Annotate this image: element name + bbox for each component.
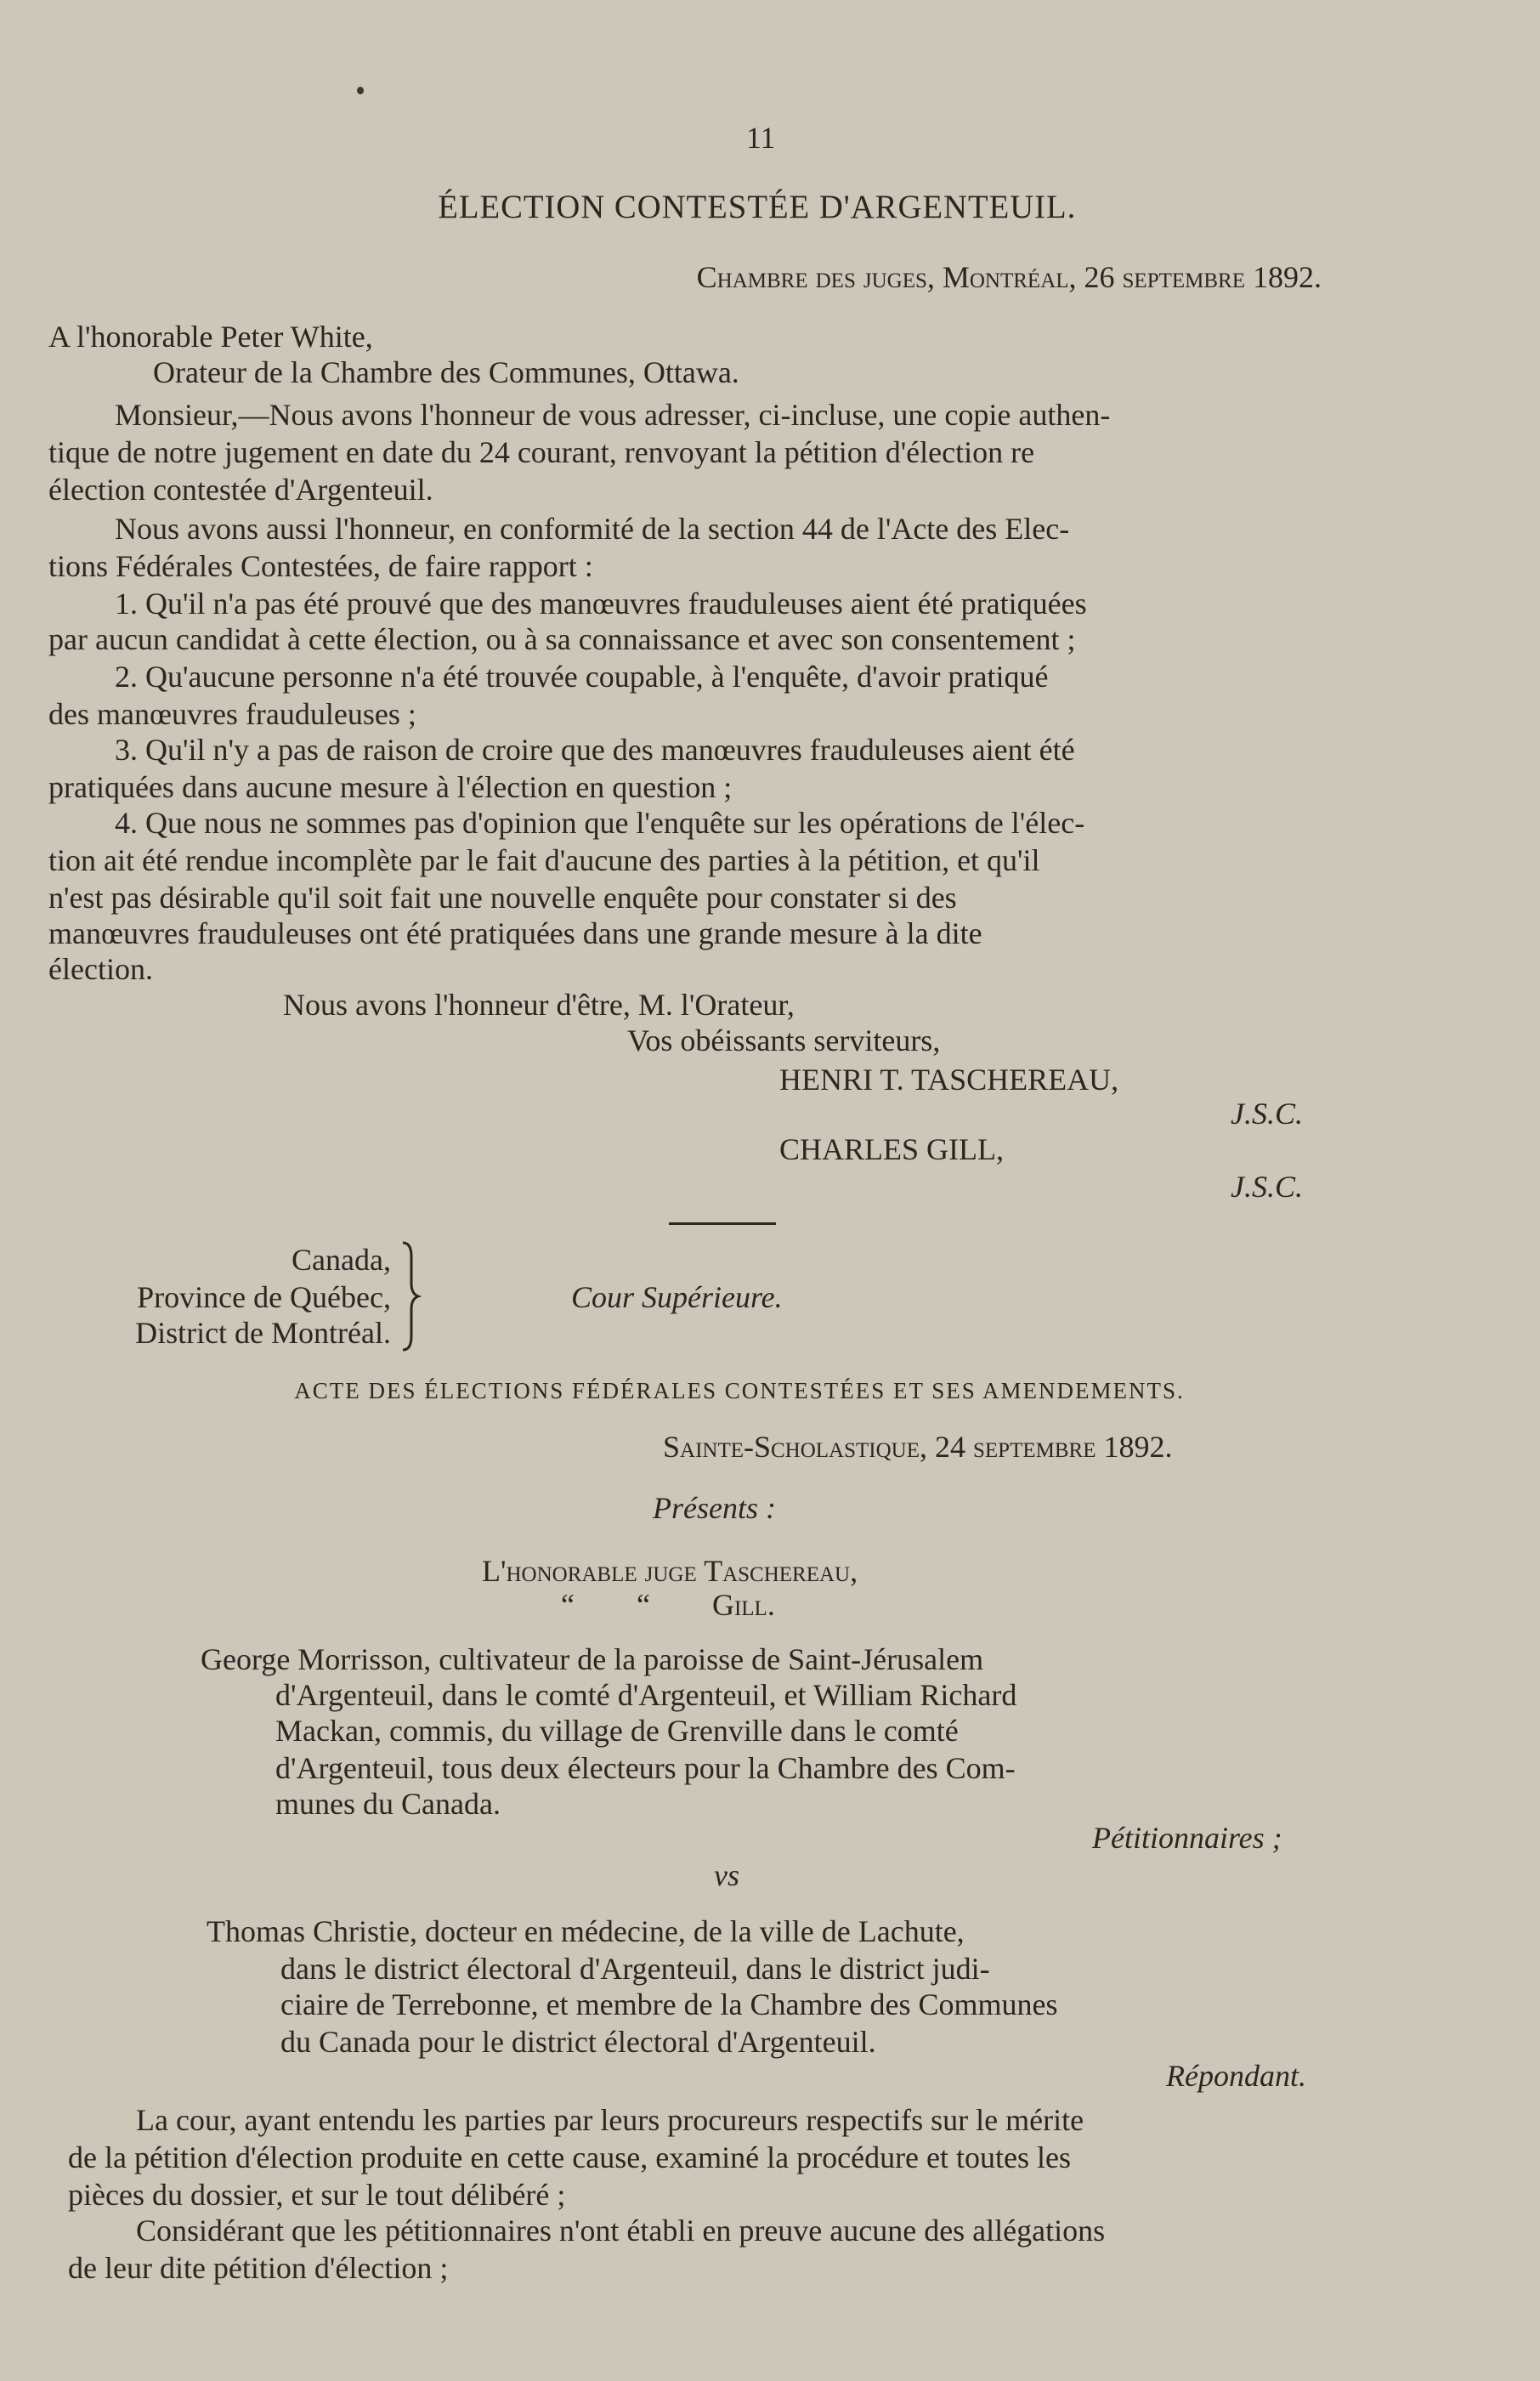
respondent-line-2: dans le district électoral d'Argenteuil, dans le district judi-	[280, 1952, 990, 1986]
respondent-line-3: ciaire de Terrebonne, et membre de la Chambre des Communes	[280, 1987, 1058, 2021]
jurisdiction-line-2: Province de Québec,	[137, 1280, 391, 1314]
signer-2-title: J.S.C.	[1231, 1170, 1303, 1204]
letter-line-8: 2. Qu'aucune personne n'a été trouvée coupable, à l'enquête, d'avoir pratiqué	[115, 660, 1049, 694]
letter-line-10: 3. Qu'il n'y a pas de raison de croire que des manœuvres frauduleuses aient été	[115, 733, 1075, 767]
jurisdiction-line-3: District de Montréal.	[135, 1316, 391, 1350]
judge-2: “ “ Gill.	[561, 1588, 775, 1622]
judge-1: L'honorable juge Taschereau,	[482, 1554, 858, 1588]
judgment-line-2: de la pétition d'élection produite en cette cause, examiné la procédure et toutes les	[68, 2140, 1072, 2174]
letter-line-4: Nous avons aussi l'honneur, en conformité de la section 44 de l'Acte des Elec-	[115, 512, 1070, 546]
respondent-line-1: Thomas Christie, docteur en médecine, de la ville de Lachute,	[207, 1914, 965, 1948]
letter-address-2: Orateur de la Chambre des Communes, Ottawa.	[153, 355, 739, 389]
letter-line-16: élection.	[48, 952, 153, 986]
section-divider	[669, 1222, 776, 1225]
letter-closing-1: Nous avons l'honneur d'être, M. l'Orateur,	[283, 988, 795, 1022]
petitioners-label: Pétitionnaires ;	[1092, 1821, 1282, 1855]
letter-line-3: élection contestée d'Argenteuil.	[48, 473, 433, 507]
presents-label: Présents :	[653, 1491, 776, 1525]
letter-line-15: manœuvres frauduleuses ont été pratiquées dans une grande mesure à la dite	[48, 916, 982, 950]
letter-line-6: 1. Qu'il n'a pas été prouvé que des manœuvres frauduleuses aient été pratiquées	[115, 587, 1087, 621]
act-heading: ACTE DES ÉLECTIONS FÉDÉRALES CONTESTÉES ET SES AMENDEMENTS.	[294, 1378, 1185, 1403]
petitioners-line-4: d'Argenteuil, tous deux électeurs pour la Chambre des Com-	[275, 1751, 1016, 1785]
jurisdiction-line-1: Canada,	[292, 1243, 391, 1277]
judgment-line-5: de leur dite pétition d'élection ;	[68, 2251, 449, 2285]
judgment-line-3: pièces du dossier, et sur le tout délibéré ;	[68, 2178, 566, 2212]
letter-line-13: tion ait été rendue incomplète par le fait d'aucune des parties à la pétition, et qu'il	[48, 843, 1040, 877]
respondent-line-4: du Canada pour le district électoral d'Argenteuil.	[280, 2025, 876, 2059]
letter-closing-2: Vos obéissants serviteurs,	[627, 1023, 941, 1057]
letter-line-14: n'est pas désirable qu'il soit fait une nouvelle enquête pour constater si des	[48, 881, 957, 915]
petitioners-line-1: George Morrisson, cultivateur de la paroisse de Saint-Jérusalem	[201, 1642, 984, 1676]
letter-line-7: par aucun candidat à cette élection, ou à sa connaissance et avec son consentement ;	[48, 622, 1076, 656]
judgment-line-1: La cour, ayant entendu les parties par leurs procureurs respectifs sur le mérite	[136, 2103, 1084, 2137]
page-title: ÉLECTION CONTESTÉE D'ARGENTEUIL.	[438, 189, 1077, 225]
letter-line-12: 4. Que nous ne sommes pas d'opinion que l'enquête sur les opérations de l'élec-	[115, 806, 1085, 840]
signer-1-title: J.S.C.	[1231, 1097, 1303, 1131]
jurisdiction-brace	[399, 1241, 422, 1352]
signer-2-name: CHARLES GILL,	[779, 1132, 1004, 1166]
letter-line-2: tique de notre jugement en date du 24 courant, renvoyant la pétition d'élection re	[48, 435, 1035, 469]
letter-line-11: pratiquées dans aucune mesure à l'élection en question ;	[48, 770, 733, 804]
letter-line-1: Monsieur,—Nous avons l'honneur de vous adresser, ci-incluse, une copie authen-	[115, 398, 1111, 432]
court-dateline: Sainte-Scholastique, 24 septembre 1892.	[663, 1430, 1173, 1464]
respondent-label: Répondant.	[1166, 2059, 1306, 2093]
page-number: 11	[745, 121, 776, 155]
petitioners-line-2: d'Argenteuil, dans le comté d'Argenteuil, et William Richard	[275, 1678, 1017, 1712]
court-name: Cour Supérieure.	[571, 1280, 783, 1314]
ink-speck	[357, 87, 364, 94]
letter-line-5: tions Fédérales Contestées, de faire rapport :	[48, 549, 593, 583]
judgment-line-4: Considérant que les pétitionnaires n'ont établi en preuve aucune des allégations	[136, 2214, 1106, 2248]
petitioners-line-5: munes du Canada.	[275, 1787, 501, 1821]
signer-1-name: HENRI T. TASCHEREAU,	[779, 1063, 1119, 1097]
letter-address-1: A l'honorable Peter White,	[48, 320, 373, 354]
letter-line-9: des manœuvres frauduleuses ;	[48, 697, 416, 731]
letter-dateline: Chambre des juges, Montréal, 26 septembre 1892.	[696, 260, 1322, 294]
petitioners-line-3: Mackan, commis, du village de Grenville dans le comté	[275, 1714, 959, 1748]
versus: vs	[714, 1858, 739, 1892]
